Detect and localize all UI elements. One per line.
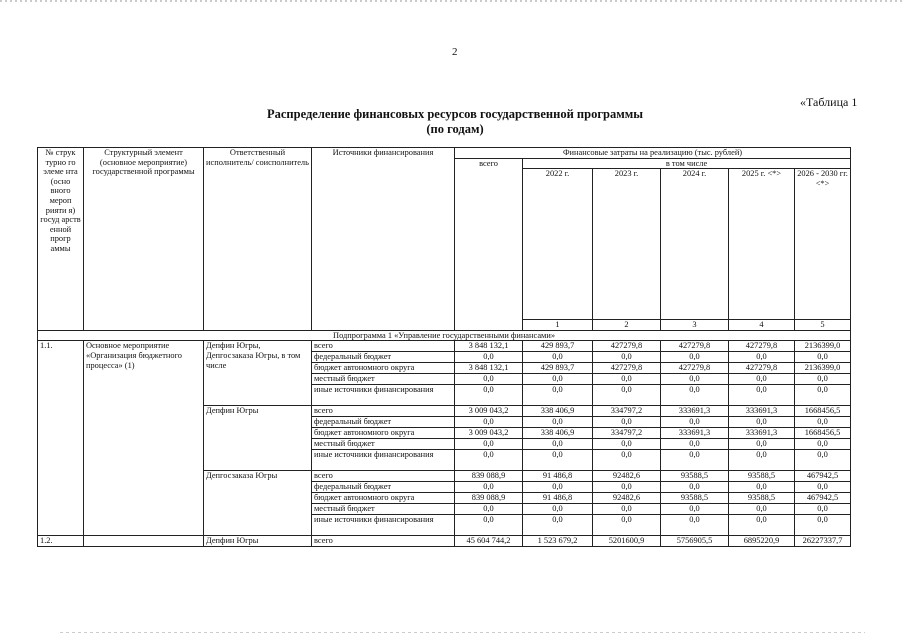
amount-cell: 0,0 (593, 374, 661, 385)
responsible-executor: Депфин Югры, Депгосзаказа Югры, в том числе (204, 341, 312, 406)
amount-cell: 0,0 (661, 385, 729, 406)
amount-cell: 0,0 (661, 515, 729, 536)
amount-cell: 0,0 (795, 450, 851, 471)
column-number: 5 (795, 320, 851, 331)
amount-cell: 0,0 (729, 450, 795, 471)
amount-cell: 333691,3 (729, 428, 795, 439)
header-no: № струк турно го элеме нта (осно вного мероп рияти я) госуд арств енной прогр аммы (38, 148, 84, 331)
financial-table (37, 147, 851, 547)
amount-cell: 0,0 (455, 515, 523, 536)
funding-source: бюджет автономного округа (312, 493, 455, 504)
funding-source: иные источники финансирования (312, 515, 455, 536)
amount-cell: 0,0 (523, 417, 593, 428)
funding-source: бюджет автономного округа (312, 428, 455, 439)
amount-cell: 0,0 (593, 385, 661, 406)
amount-cell: 0,0 (795, 515, 851, 536)
amount-cell: 26227337,7 (795, 536, 851, 547)
funding-source: федеральный бюджет (312, 482, 455, 493)
amount-cell: 0,0 (729, 417, 795, 428)
amount-cell: 0,0 (455, 450, 523, 471)
funding-source: всего (312, 471, 455, 482)
column-number: 2 (593, 320, 661, 331)
amount-cell: 0,0 (795, 374, 851, 385)
funding-source: всего (312, 406, 455, 417)
funding-source: всего (312, 536, 455, 547)
amount-cell: 333691,3 (661, 406, 729, 417)
amount-cell: 0,0 (729, 385, 795, 406)
amount-cell: 0,0 (455, 439, 523, 450)
item-number: 1.2. (38, 536, 84, 547)
amount-cell: 0,0 (661, 482, 729, 493)
amount-cell: 427279,8 (593, 341, 661, 352)
amount-cell: 91 486,8 (523, 493, 593, 504)
funding-source: местный бюджет (312, 439, 455, 450)
amount-cell: 0,0 (593, 504, 661, 515)
amount-cell: 334797,2 (593, 428, 661, 439)
header-2026-2030: 2026 - 2030 гг. <*> (795, 169, 851, 320)
amount-cell: 3 848 132,1 (455, 341, 523, 352)
amount-cell: 0,0 (795, 352, 851, 363)
amount-cell: 427279,8 (593, 363, 661, 374)
amount-cell: 0,0 (795, 417, 851, 428)
amount-cell: 0,0 (523, 439, 593, 450)
item-name (84, 536, 204, 547)
amount-cell: 0,0 (729, 515, 795, 536)
amount-cell: 1 523 679,2 (523, 536, 593, 547)
amount-cell: 334797,2 (593, 406, 661, 417)
funding-source: бюджет автономного округа (312, 363, 455, 374)
amount-cell: 0,0 (455, 417, 523, 428)
amount-cell: 93588,5 (729, 471, 795, 482)
amount-cell: 0,0 (593, 450, 661, 471)
amount-cell: 0,0 (523, 385, 593, 406)
funding-source: федеральный бюджет (312, 417, 455, 428)
amount-cell: 93588,5 (661, 471, 729, 482)
amount-cell: 0,0 (523, 352, 593, 363)
amount-cell: 0,0 (593, 439, 661, 450)
amount-cell: 0,0 (661, 417, 729, 428)
scan-edge-top (0, 0, 905, 2)
amount-cell: 93588,5 (661, 493, 729, 504)
amount-cell: 0,0 (729, 439, 795, 450)
amount-cell: 467942,5 (795, 493, 851, 504)
funding-source: всего (312, 341, 455, 352)
amount-cell: 0,0 (593, 482, 661, 493)
amount-cell: 92482,6 (593, 493, 661, 504)
amount-cell: 0,0 (729, 374, 795, 385)
column-number: 3 (661, 320, 729, 331)
amount-cell: 0,0 (729, 352, 795, 363)
amount-cell: 0,0 (523, 504, 593, 515)
responsible-executor: Депфин Югры (204, 406, 312, 471)
amount-cell: 0,0 (593, 352, 661, 363)
header-2025: 2025 г. <*> (729, 169, 795, 320)
amount-cell: 0,0 (455, 352, 523, 363)
page-number: 2 (452, 46, 458, 58)
amount-cell: 0,0 (795, 385, 851, 406)
item-number: 1.1. (38, 341, 84, 536)
funding-source: иные источники финансирования (312, 450, 455, 471)
amount-cell: 839 088,9 (455, 493, 523, 504)
amount-cell: 0,0 (523, 482, 593, 493)
amount-cell: 0,0 (795, 439, 851, 450)
amount-cell: 1668456,5 (795, 406, 851, 417)
amount-cell: 429 893,7 (523, 363, 593, 374)
scan-edge-bottom (60, 632, 865, 633)
amount-cell: 0,0 (523, 515, 593, 536)
amount-cell: 5756905,5 (661, 536, 729, 547)
amount-cell: 427279,8 (661, 341, 729, 352)
amount-cell: 427279,8 (729, 363, 795, 374)
funding-source: иные источники финансирования (312, 385, 455, 406)
header-including: в том числе (523, 158, 851, 169)
funding-source: федеральный бюджет (312, 352, 455, 363)
header-2024: 2024 г. (661, 169, 729, 320)
amount-cell: 0,0 (661, 504, 729, 515)
amount-cell: 0,0 (593, 515, 661, 536)
amount-cell: 0,0 (455, 374, 523, 385)
amount-cell: 6895220,9 (729, 536, 795, 547)
amount-cell: 0,0 (455, 482, 523, 493)
amount-cell: 0,0 (523, 450, 593, 471)
header-2022: 2022 г. (523, 169, 593, 320)
column-number: 4 (729, 320, 795, 331)
amount-cell: 3 009 043,2 (455, 406, 523, 417)
amount-cell: 0,0 (455, 385, 523, 406)
amount-cell: 2136399,0 (795, 341, 851, 352)
amount-cell: 93588,5 (729, 493, 795, 504)
responsible-executor: Депгосзаказа Югры (204, 471, 312, 536)
amount-cell: 0,0 (661, 374, 729, 385)
column-number: 1 (523, 320, 593, 331)
document-title (200, 107, 710, 137)
amount-cell: 3 848 132,1 (455, 363, 523, 374)
header-structural-element: Структурный элемент (основное мероприятие) государственной программы (84, 148, 204, 331)
amount-cell: 0,0 (661, 439, 729, 450)
amount-cell: 467942,5 (795, 471, 851, 482)
amount-cell: 427279,8 (729, 341, 795, 352)
amount-cell: 0,0 (795, 482, 851, 493)
amount-cell: 0,0 (523, 374, 593, 385)
table-label: «Таблица 1 (800, 95, 858, 109)
amount-cell: 92482,6 (593, 471, 661, 482)
amount-cell: 333691,3 (661, 428, 729, 439)
amount-cell: 0,0 (661, 450, 729, 471)
amount-cell: 427279,8 (661, 363, 729, 374)
table-row (38, 341, 851, 352)
amount-cell: 429 893,7 (523, 341, 593, 352)
amount-cell: 2136399,0 (795, 363, 851, 374)
amount-cell: 839 088,9 (455, 471, 523, 482)
amount-cell: 338 406,9 (523, 428, 593, 439)
subprogram-title: Подпрограмма 1 «Управление государственными финансами» (38, 330, 851, 341)
table-row (38, 536, 851, 547)
amount-cell: 91 486,8 (523, 471, 593, 482)
amount-cell: 5201600,9 (593, 536, 661, 547)
amount-cell: 3 009 043,2 (455, 428, 523, 439)
header-total: всего (455, 158, 523, 330)
amount-cell: 1668456,5 (795, 428, 851, 439)
amount-cell: 333691,3 (729, 406, 795, 417)
amount-cell: 0,0 (661, 352, 729, 363)
amount-cell: 45 604 744,2 (455, 536, 523, 547)
title-line-1: Распределение финансовых ресурсов государственной программы (267, 107, 643, 121)
amount-cell: 0,0 (593, 417, 661, 428)
funding-source: местный бюджет (312, 504, 455, 515)
title-line-2: (по годам) (426, 122, 484, 136)
amount-cell: 0,0 (455, 504, 523, 515)
amount-cell: 0,0 (729, 482, 795, 493)
amount-cell: 338 406,9 (523, 406, 593, 417)
header-2023: 2023 г. (593, 169, 661, 320)
responsible-executor: Депфин Югры (204, 536, 312, 547)
header-sources: Источники финансирования (312, 148, 455, 331)
funding-source: местный бюджет (312, 374, 455, 385)
amount-cell: 0,0 (795, 504, 851, 515)
amount-cell: 0,0 (729, 504, 795, 515)
header-responsible: Ответственный исполнитель/ соисполнитель (204, 148, 312, 331)
item-name: Основное мероприятие «Организация бюджетного процесса» (1) (84, 341, 204, 536)
header-costs: Финансовые затраты на реализацию (тыс. рублей) (455, 148, 851, 159)
